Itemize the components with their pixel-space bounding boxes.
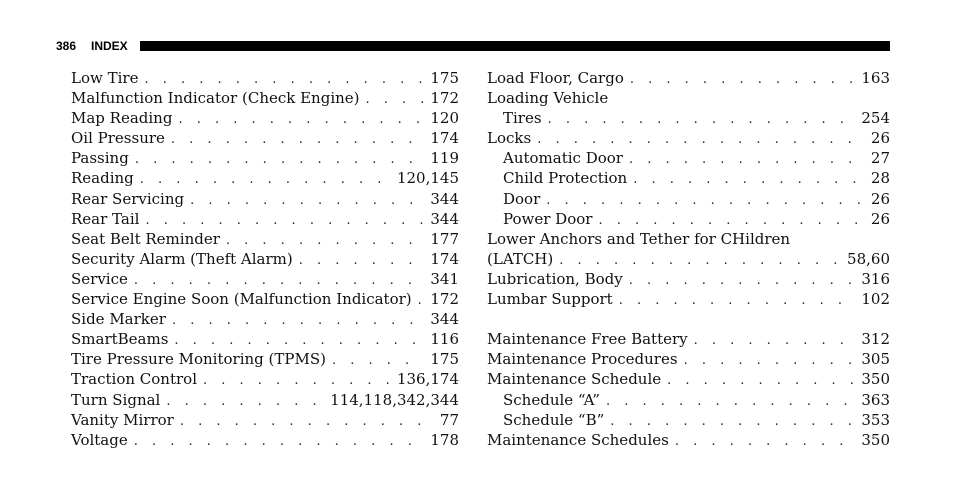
header-rule <box>140 41 890 51</box>
dot-leader <box>694 331 856 351</box>
dot-leader <box>166 392 324 412</box>
index-entry <box>71 329 459 349</box>
entry-label: Schedule “B” <box>503 410 605 429</box>
entry-label: Turn Signal <box>71 390 161 409</box>
page-header <box>56 36 890 56</box>
entry-label: Voltage <box>71 430 128 449</box>
entry-label: Security Alarm (Theft Alarm) <box>71 249 293 268</box>
index-entry <box>487 329 890 349</box>
index-subentry <box>487 189 890 209</box>
index-entry <box>71 410 459 430</box>
dot-leader <box>145 211 424 231</box>
index-entry <box>71 269 459 289</box>
entry-page: 77 <box>439 410 459 429</box>
index-entry <box>71 189 459 209</box>
entry-label: Maintenance Schedules <box>487 430 669 449</box>
dot-leader <box>559 251 841 271</box>
entry-label: Vanity Mirror <box>71 410 174 429</box>
dot-leader <box>144 70 424 90</box>
entry-page: 316 <box>861 269 890 288</box>
dot-leader <box>598 211 864 231</box>
entry-label: Passing <box>71 149 129 168</box>
entry-page: 344 <box>430 310 459 329</box>
dot-leader <box>629 150 865 170</box>
index-entry <box>71 369 459 389</box>
entry-label: Schedule “A” <box>503 390 600 409</box>
index-entry <box>71 168 459 188</box>
entry-page: 363 <box>861 390 890 409</box>
entry-label: Door <box>503 189 541 208</box>
index-heading <box>487 88 890 108</box>
entry-label: Maintenance Free Battery <box>487 330 688 349</box>
entry-label: Traction Control <box>71 370 197 389</box>
entry-page: 175 <box>430 350 459 369</box>
entry-label: Lubrication, Body <box>487 269 623 288</box>
dot-leader <box>203 371 391 391</box>
index-entry <box>71 309 459 329</box>
index-entry <box>71 68 459 88</box>
section-title: INDEX <box>91 39 128 53</box>
index-entry <box>487 269 890 289</box>
entry-page: 114,118,342,344 <box>330 390 459 409</box>
index-subentry <box>487 148 890 168</box>
entry-label: Malfunction Indicator (Check Engine) <box>71 89 360 108</box>
index-subentry <box>487 168 890 188</box>
dot-leader <box>366 90 425 110</box>
dot-leader <box>172 311 424 331</box>
entry-page: 58,60 <box>847 249 890 268</box>
dot-leader <box>548 110 856 130</box>
index-entry <box>71 430 459 450</box>
entry-page: 172 <box>430 290 459 309</box>
index-heading <box>487 229 890 249</box>
entry-page: 350 <box>861 430 890 449</box>
index-subentry <box>487 390 890 410</box>
entry-page: 174 <box>430 129 459 148</box>
entry-label: Loading Vehicle <box>487 89 609 108</box>
entry-label: Oil Pressure <box>71 129 165 148</box>
entry-page: 344 <box>430 209 459 228</box>
entry-label: Maintenance Schedule <box>487 370 662 389</box>
index-subentry <box>487 410 890 430</box>
index-entry <box>71 108 459 128</box>
entry-label: Tire Pressure Monitoring (TPMS) <box>71 350 326 369</box>
index-subentry <box>487 209 890 229</box>
index-entry <box>71 349 459 369</box>
entry-page: 175 <box>430 69 459 87</box>
entry-label: Locks <box>487 129 532 148</box>
entry-page: 120,145 <box>396 169 459 188</box>
entry-page: 344 <box>430 189 459 208</box>
dot-leader <box>684 351 856 371</box>
entry-page: 116 <box>430 330 459 349</box>
entry-page: 102 <box>861 290 890 309</box>
dot-leader <box>667 371 855 391</box>
entry-page: 254 <box>861 109 890 128</box>
index-column-left <box>71 68 459 450</box>
entry-page: 341 <box>430 269 459 288</box>
index-entry <box>487 289 890 309</box>
dot-leader <box>135 150 425 170</box>
index-entry <box>487 430 890 450</box>
index-column-right <box>487 68 890 450</box>
entry-page: 178 <box>430 430 459 449</box>
dot-leader <box>537 130 865 150</box>
dot-leader <box>171 130 424 150</box>
index-entry <box>71 209 459 229</box>
index-entry <box>71 249 459 269</box>
dot-leader <box>633 170 865 190</box>
entry-label: SmartBeams <box>71 330 169 349</box>
dot-leader <box>546 191 865 211</box>
dot-leader <box>619 291 856 311</box>
entry-label: Rear Tail <box>71 209 140 228</box>
dot-leader <box>180 412 434 432</box>
index-entry <box>71 289 459 309</box>
entry-page: 26 <box>870 129 890 148</box>
dot-leader <box>140 170 391 190</box>
index-entry <box>71 229 459 249</box>
entry-label: Automatic Door <box>503 149 623 168</box>
dot-leader <box>178 110 424 130</box>
dot-leader <box>134 271 424 291</box>
dot-leader <box>332 351 424 371</box>
index-entry <box>487 349 890 369</box>
entry-label: Lower Anchors and Tether for CHildren <box>487 229 791 248</box>
entry-page: 120 <box>430 109 459 128</box>
entry-label: Maintenance Procedures <box>487 350 678 369</box>
entry-label: (LATCH) <box>487 249 554 268</box>
entry-page: 172 <box>430 89 459 108</box>
section-gap <box>487 309 890 329</box>
entry-label: Seat Belt Reminder <box>71 229 220 248</box>
dot-leader <box>190 191 424 211</box>
dot-leader <box>418 291 425 311</box>
entry-page: 119 <box>430 149 459 168</box>
entry-page: 177 <box>430 229 459 248</box>
index-entry <box>71 390 459 410</box>
dot-leader <box>630 70 856 90</box>
entry-page: 312 <box>861 330 890 349</box>
index-entry <box>487 128 890 148</box>
entry-label: Power Door <box>503 209 593 228</box>
entry-page: 28 <box>870 169 890 188</box>
entry-label: Load Floor, Cargo <box>487 69 624 87</box>
index-entry <box>487 249 890 269</box>
entry-label: Service <box>71 269 128 288</box>
entry-page: 174 <box>430 249 459 268</box>
entry-page: 26 <box>870 189 890 208</box>
entry-label: Tires <box>503 109 542 128</box>
index-entry <box>71 128 459 148</box>
entry-label: Map Reading <box>71 109 173 128</box>
entry-page: 305 <box>861 350 890 369</box>
index-entry <box>487 369 890 389</box>
dot-leader <box>629 271 856 291</box>
entry-page: 163 <box>861 69 890 87</box>
entry-label: Rear Servicing <box>71 189 185 208</box>
index-entry <box>487 68 890 88</box>
dot-leader <box>134 432 425 452</box>
index-entry <box>71 148 459 168</box>
index-entry <box>71 88 459 108</box>
entry-label: Side Marker <box>71 310 166 329</box>
dot-leader <box>226 231 424 251</box>
entry-label: Low Tire <box>71 69 139 87</box>
page-number: 386 <box>56 39 77 53</box>
entry-label: Reading <box>71 169 134 188</box>
entry-page: 26 <box>870 209 890 228</box>
entry-page: 353 <box>861 410 890 429</box>
dot-leader <box>675 432 856 452</box>
dot-leader <box>174 331 424 351</box>
entry-label: Lumbar Support <box>487 290 613 309</box>
dot-leader <box>610 412 855 432</box>
entry-label: Service Engine Soon (Malfunction Indicator) <box>71 290 412 309</box>
entry-page: 27 <box>870 149 890 168</box>
entry-label: Child Protection <box>503 169 628 188</box>
index-subentry <box>487 108 890 128</box>
dot-leader <box>606 392 855 412</box>
entry-page: 350 <box>861 370 890 389</box>
entry-page: 136,174 <box>396 370 459 389</box>
dot-leader <box>299 251 425 271</box>
